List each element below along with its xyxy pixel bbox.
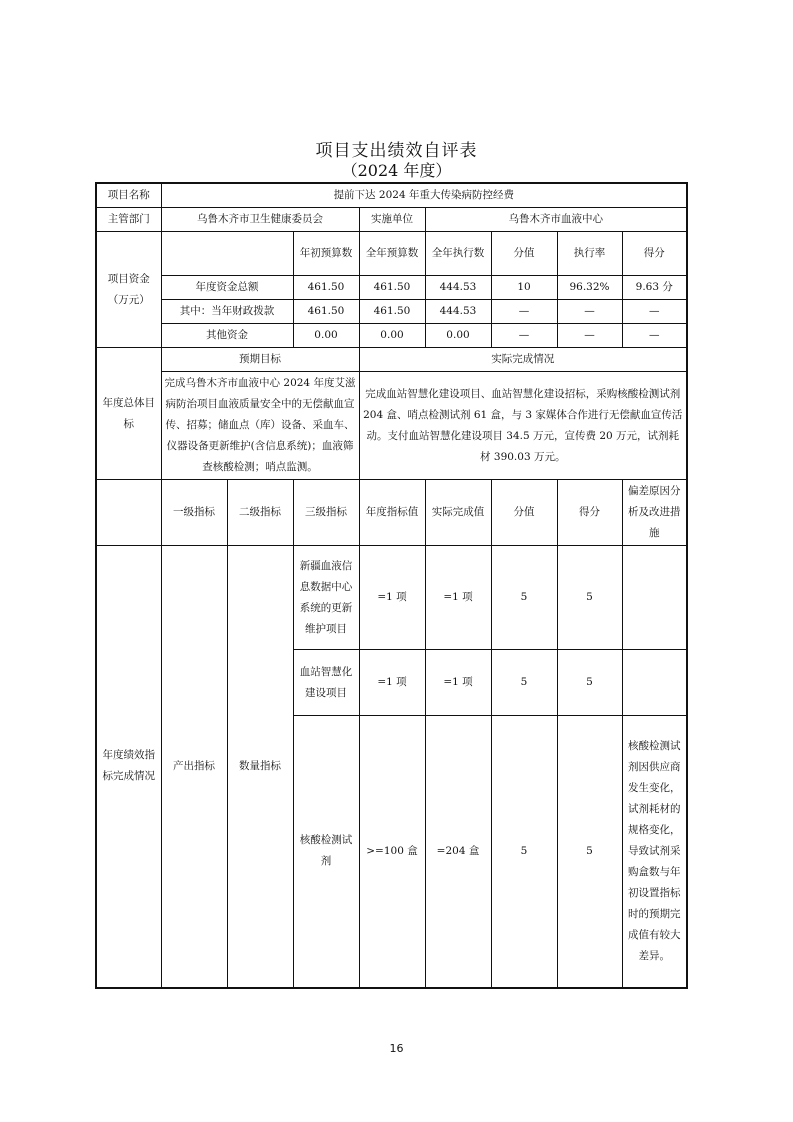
funds-header: 得分 [622,232,687,276]
dept-label: 主管部门 [96,208,161,232]
expected-goal-header: 预期目标 [161,348,359,372]
indicator-note [622,546,687,650]
funds-row-name: 其中：当年财政拨款 [161,300,293,324]
indicator-target: >=100 盒 [359,716,425,988]
indicator-score: 5 [491,650,557,716]
funds-header-blank [161,232,293,276]
page-title: 项目支出绩效自评表 [315,141,478,161]
project-name-value: 提前下达 2024 年重大传染病防控经费 [161,183,687,208]
page-subtitle: （2024 年度） [341,161,452,180]
funds-label: 项目资金（万元） [96,232,161,348]
funds-cell: 461.50 [359,276,425,300]
evaluation-table [95,182,688,989]
funds-header: 分值 [491,232,557,276]
funds-cell: — [491,300,557,324]
funds-cell: 0.00 [293,324,359,348]
funds-cell: — [557,324,622,348]
actual-result-text: 完成血站智慧化建设项目、血站智慧化建设招标，采购核酸检测试剂 204 盒、哨点检测试剂 61 盒，与 3 家媒体合作进行无偿献血宣传活动。支付血站智慧化建设项目 34.5 万元，宣传费 20 万元，试剂耗材 390.03 万元。 [359,372,687,480]
funds-row-name: 其他资金 [161,324,293,348]
funds-row [96,300,687,324]
indicator-header: 三级指标 [293,480,359,546]
funds-cell: 461.50 [293,276,359,300]
expected-goal-text: 完成乌鲁木齐市血液中心 2024 年度艾滋病防治项目血液质量安全中的无偿献血宣传、招募；储血点（库）设备、采血车、仪器设备更新维护(含信息系统)；血液筛查核酸检测；哨点监测。 [161,372,359,480]
funds-header: 全年预算数 [359,232,425,276]
funds-cell: 444.53 [425,300,491,324]
indicator-header: 得分 [557,480,622,546]
indicator-got: 5 [557,546,622,650]
funds-header-row [96,232,687,276]
page-number: 16 [389,1042,404,1055]
indicator-level2: 数量指标 [227,546,293,988]
funds-header: 年初预算数 [293,232,359,276]
indicator-level3: 血站智慧化建设项目 [293,650,359,716]
dept-value: 乌鲁木齐市卫生健康委员会 [161,208,359,232]
indicator-note [622,650,687,716]
indicator-level3: 核酸检测试剂 [293,716,359,988]
indicator-section-label: 年度绩效指标完成情况 [96,546,161,988]
funds-cell: — [622,300,687,324]
funds-cell: 9.63 分 [622,276,687,300]
indicator-header: 偏差原因分析及改进措施 [622,480,687,546]
indicator-header: 一级指标 [161,480,227,546]
indicator-header: 实际完成值 [425,480,491,546]
funds-cell: — [491,324,557,348]
indicator-header: 二级指标 [227,480,293,546]
indicator-header-blank [96,480,161,546]
funds-row [96,324,687,348]
funds-cell: 461.50 [293,300,359,324]
funds-row [96,276,687,300]
funds-cell: 0.00 [359,324,425,348]
indicator-note: 核酸检测试剂因供应商发生变化，试剂耗材的规格变化，导致试剂采购盒数与年初设置指标时的预期完成值有较大差异。 [622,716,687,988]
department-row [96,208,687,232]
indicator-actual: =1 项 [425,546,491,650]
indicator-got: 5 [557,716,622,988]
actual-result-header: 实际完成情况 [359,348,687,372]
indicator-level1: 产出指标 [161,546,227,988]
indicator-target: =1 项 [359,650,425,716]
indicator-header: 年度指标值 [359,480,425,546]
funds-cell: 444.53 [425,276,491,300]
goals-content-row [96,372,687,480]
funds-cell: 10 [491,276,557,300]
funds-cell: 96.32% [557,276,622,300]
goals-header-row [96,348,687,372]
funds-cell: 0.00 [425,324,491,348]
indicator-actual: =1 项 [425,650,491,716]
project-name-row [96,183,687,208]
indicator-header-row [96,480,687,546]
funds-cell: 461.50 [359,300,425,324]
indicator-score: 5 [491,716,557,988]
funds-cell: — [557,300,622,324]
indicator-level3: 新疆血液信息数据中心系统的更新维护项目 [293,546,359,650]
goals-label: 年度总体目标 [96,348,161,480]
funds-row-name: 年度资金总额 [161,276,293,300]
indicator-got: 5 [557,650,622,716]
unit-value: 乌鲁木齐市血液中心 [425,208,687,232]
unit-label: 实施单位 [359,208,425,232]
indicator-target: =1 项 [359,546,425,650]
indicator-row [96,546,687,650]
funds-header: 执行率 [557,232,622,276]
indicator-header: 分值 [491,480,557,546]
indicator-score: 5 [491,546,557,650]
project-name-label: 项目名称 [96,183,161,208]
funds-cell: — [622,324,687,348]
indicator-actual: =204 盒 [425,716,491,988]
funds-header: 全年执行数 [425,232,491,276]
